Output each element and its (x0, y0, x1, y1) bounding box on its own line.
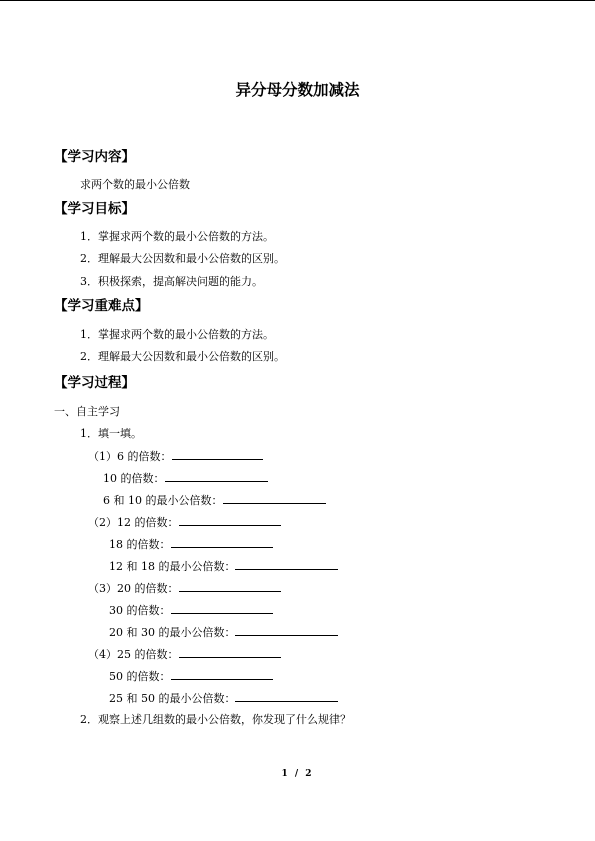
answer-blank[interactable] (171, 667, 273, 680)
answer-blank[interactable] (235, 557, 338, 570)
fill-line (88, 579, 281, 596)
fill-line (88, 513, 281, 530)
fill-line (88, 447, 263, 464)
fill-line (109, 623, 338, 640)
key-point-item: 1．掌握求两个数的最小公倍数的方法。 (80, 328, 274, 341)
answer-blank[interactable] (179, 579, 281, 592)
fill-line (109, 667, 273, 684)
answer-blank[interactable] (179, 513, 281, 526)
fill-line (88, 645, 281, 662)
fill-line (109, 557, 338, 574)
fill-label: 25 和 50 的最小公倍数： (109, 692, 236, 705)
content-text: 求两个数的最小公倍数 (80, 178, 190, 191)
goal-item: 2．理解最大公因数和最小公倍数的区别。 (80, 252, 285, 265)
fill-label: （1）6 的倍数： (88, 450, 172, 463)
fill-line (109, 689, 338, 706)
fill-label: （2）12 的倍数： (88, 516, 179, 529)
fill-line (103, 469, 268, 486)
fill-label: （4）25 的倍数： (88, 648, 179, 661)
heading-key-points: 【学习重难点】 (54, 298, 149, 314)
top-border-line (0, 0, 595, 1)
fill-label: 20 和 30 的最小公倍数： (109, 626, 236, 639)
part-one-label: 一、自主学习 (54, 405, 120, 418)
fill-line (103, 491, 326, 508)
fill-label: 30 的倍数： (109, 604, 171, 617)
fill-line (109, 535, 273, 552)
answer-blank[interactable] (172, 447, 263, 460)
key-point-item: 2．理解最大公因数和最小公倍数的区别。 (80, 350, 285, 363)
fill-label: 18 的倍数： (109, 538, 171, 551)
answer-blank[interactable] (235, 623, 338, 636)
answer-blank[interactable] (223, 491, 326, 504)
heading-goals: 【学习目标】 (54, 201, 135, 217)
fill-label: （3）20 的倍数： (88, 582, 179, 595)
fill-line (109, 601, 273, 618)
answer-blank[interactable] (165, 469, 268, 482)
page-number: 1 / 2 (281, 769, 314, 779)
answer-blank[interactable] (235, 689, 338, 702)
task-two-question: 2．观察上述几组数的最小公倍数，你发现了什么规律？ (80, 713, 351, 726)
fill-label: 12 和 18 的最小公倍数： (109, 560, 236, 573)
page-title: 异分母分数加减法 (235, 80, 360, 99)
goal-item: 1．掌握求两个数的最小公倍数的方法。 (80, 230, 274, 243)
answer-blank[interactable] (171, 535, 273, 548)
fill-label: 10 的倍数： (103, 472, 165, 485)
answer-blank[interactable] (179, 645, 281, 658)
task-one-label: 1．填一填。 (80, 427, 142, 440)
fill-label: 50 的倍数： (109, 670, 171, 683)
heading-process: 【学习过程】 (54, 375, 135, 391)
answer-blank[interactable] (171, 601, 273, 614)
heading-content: 【学习内容】 (54, 149, 135, 165)
fill-label: 6 和 10 的最小公倍数： (103, 494, 223, 507)
goal-item: 3．积极探索，提高解决问题的能力。 (80, 275, 263, 288)
